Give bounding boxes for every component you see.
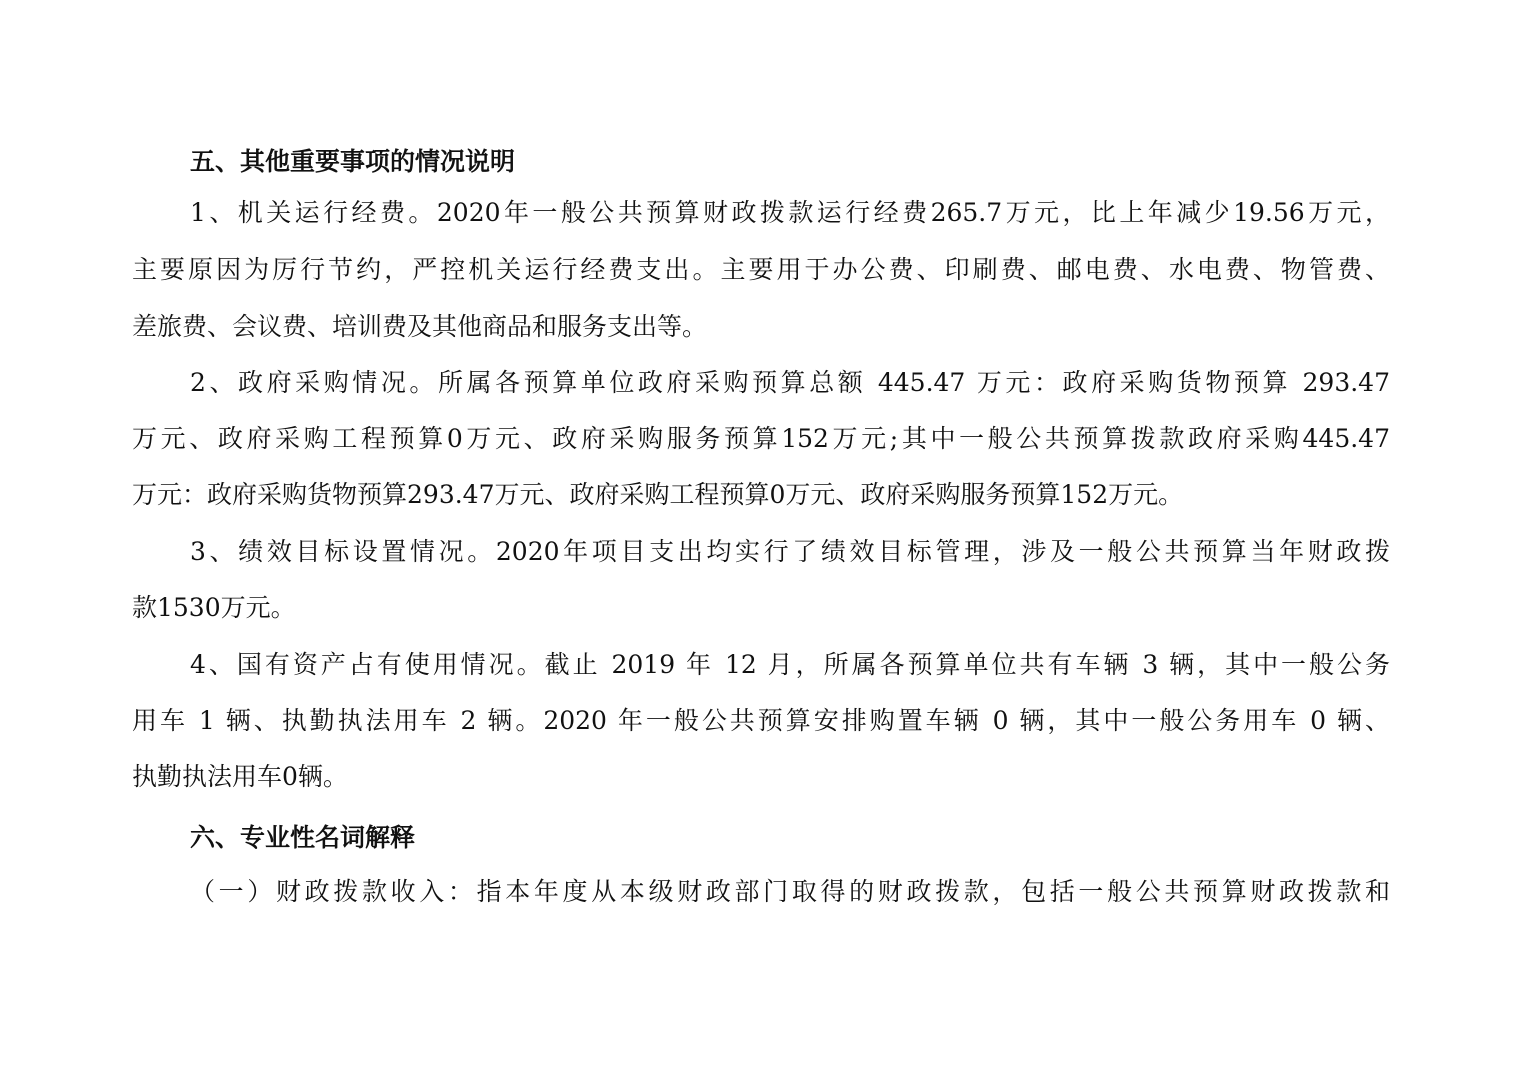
item-1-line-1: 1、机关运行经费。2020年一般公共预算财政拨款运行经费265.7万元，比上年减少19.56万元，	[190, 198, 1390, 227]
item-2-line-3: 万元：政府采购货物预算293.47万元、政府采购工程预算0万元、政府采购服务预算152万元。	[132, 480, 1184, 509]
section-5-heading: 五、其他重要事项的情况说明	[190, 147, 516, 176]
item-2-line-2: 万元、政府采购工程预算0万元、政府采购服务预算152万元;其中一般公共预算拨款政府采购445.47	[132, 424, 1390, 453]
item-3-line-2: 款1530万元。	[132, 593, 296, 622]
item-1-line-2: 主要原因为厉行节约，严控机关运行经费支出。主要用于办公费、印刷费、邮电费、水电费、物管费、	[132, 255, 1390, 284]
section-6-heading: 六、专业性名词解释	[190, 823, 416, 852]
item-4-line-3: 执勤执法用车0辆。	[132, 762, 348, 791]
item-2-line-1: 2、政府采购情况。所属各预算单位政府采购预算总额 445.47 万元：政府采购货物预算 293.47	[190, 368, 1390, 397]
definition-1-line-1: （一）财政拨款收入：指本年度从本级财政部门取得的财政拨款，包括一般公共预算财政拨款和	[190, 877, 1390, 906]
item-1-line-3: 差旅费、会议费、培训费及其他商品和服务支出等。	[132, 312, 708, 341]
item-4-line-1: 4、国有资产占有使用情况。截止 2019 年 12 月，所属各预算单位共有车辆 3 辆，其中一般公务	[190, 650, 1390, 679]
item-4-line-2: 用车 1 辆、执勤执法用车 2 辆。2020 年一般公共预算安排购置车辆 0 辆，其中一般公务用车 0 辆、	[132, 706, 1390, 735]
item-3-line-1: 3、绩效目标设置情况。2020年项目支出均实行了绩效目标管理，涉及一般公共预算当年财政拨	[190, 537, 1390, 566]
